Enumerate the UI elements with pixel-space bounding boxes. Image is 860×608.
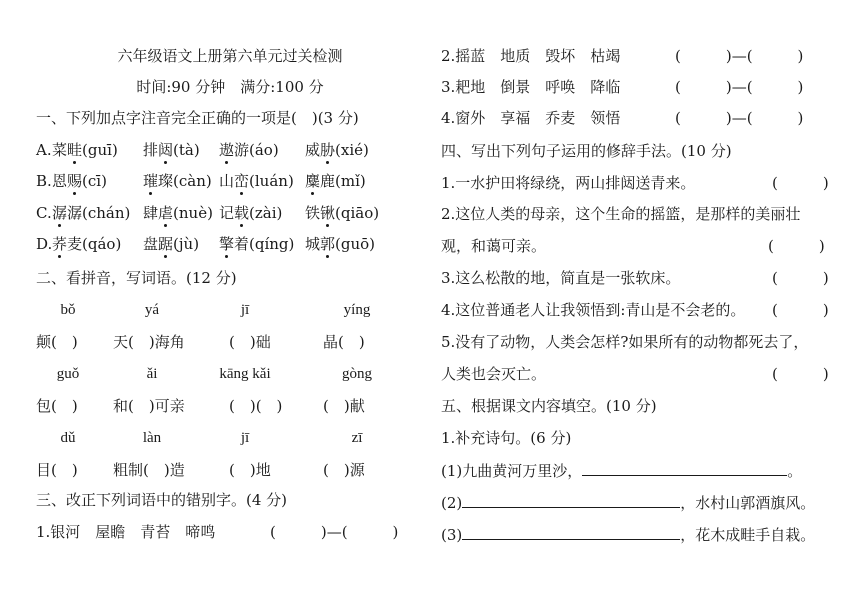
pinyin-label: yá bbox=[144, 302, 160, 318]
q5-heading: 五、根据课文内容填空。(10 分) bbox=[441, 397, 657, 415]
option-word: 肆虐(nuè) bbox=[143, 204, 213, 222]
q3-heading: 三、改正下列词语中的错别字。(4 分) bbox=[36, 491, 288, 509]
dotted-char: 擎 bbox=[219, 235, 235, 253]
poem-suffix: ，水村山郭酒旗风。 bbox=[680, 494, 816, 512]
correction-blank[interactable]: ( )—( ) bbox=[675, 109, 804, 127]
pinyin-label: dǔ bbox=[60, 430, 76, 446]
rhetoric-answer-blank[interactable]: ( ) bbox=[772, 269, 829, 287]
dotted-char: 载 bbox=[234, 204, 250, 222]
dotted-char: 闼 bbox=[158, 141, 174, 159]
option-label[interactable]: A. bbox=[36, 141, 52, 159]
q5-subheading: 1.补充诗句。(6 分) bbox=[441, 429, 572, 447]
poem-prefix: (3) bbox=[441, 526, 463, 544]
rhetoric-sentence: 5.没有了动物，人类会怎样?如果所有的动物都死去了， bbox=[441, 333, 809, 351]
dotted-char: 虐 bbox=[158, 204, 174, 222]
poem-blank[interactable] bbox=[462, 524, 680, 540]
dotted-char: 赐 bbox=[67, 172, 83, 190]
q1-heading: 一、下列加点字注音完全正确的一项是( )(3 分) bbox=[36, 109, 359, 127]
poem-suffix: 。 bbox=[787, 462, 803, 480]
rhetoric-answer-blank[interactable]: ( ) bbox=[772, 301, 829, 319]
option-word: 城郭(guō) bbox=[305, 235, 376, 253]
dotted-char: 胁 bbox=[320, 141, 336, 159]
rhetoric-answer-blank[interactable]: ( ) bbox=[772, 174, 829, 192]
option-label[interactable]: B. bbox=[36, 172, 52, 190]
option-word: 荞麦(qáo) bbox=[52, 235, 122, 253]
option-label[interactable]: C. bbox=[36, 204, 52, 222]
option-word: 威胁(xié) bbox=[305, 141, 369, 159]
typo-words: 3.耙地 倒景 呼唤 降临 bbox=[441, 78, 621, 96]
pinyin-answer-blank[interactable]: 目( ) bbox=[36, 461, 78, 479]
pinyin-answer-blank[interactable]: ( )( ) bbox=[229, 397, 283, 415]
option-word: 擎着(qíng) bbox=[219, 235, 295, 253]
dotted-char: 峦 bbox=[234, 172, 250, 190]
dotted-char: 荞 bbox=[52, 235, 68, 253]
poem-line bbox=[441, 460, 802, 481]
option-word: 恩赐(cī) bbox=[52, 172, 107, 190]
option-word: 记载(zài) bbox=[219, 204, 283, 222]
poem-prefix: (2) bbox=[441, 494, 463, 512]
q4-heading: 四、写出下列句子运用的修辞手法。(10 分) bbox=[441, 142, 732, 160]
pinyin-label: zī bbox=[351, 430, 363, 446]
typo-words: 4.窗外 享福 乔麦 领悟 bbox=[441, 109, 621, 127]
rhetoric-sentence: 人类也会灭亡。 bbox=[441, 365, 547, 383]
correction-blank[interactable]: ( )—( ) bbox=[675, 78, 804, 96]
dotted-char: 麋 bbox=[305, 172, 321, 190]
typo-words: 2.摇蓝 地质 毁坏 枯竭 bbox=[441, 47, 621, 65]
exam-meta: 时间:90 分钟 满分:100 分 bbox=[136, 78, 324, 96]
option-word: 璀璨(càn) bbox=[143, 172, 212, 190]
rhetoric-sentence: 4.这位普通老人让我领悟到:青山是不会老的。 bbox=[441, 301, 746, 319]
rhetoric-sentence: 观，和蔼可亲。 bbox=[441, 237, 547, 255]
pinyin-answer-blank[interactable]: 颠( ) bbox=[36, 333, 78, 351]
pinyin-label: bǒ bbox=[60, 302, 76, 318]
rhetoric-sentence: 2.这位人类的母亲，这个生命的摇篮，是那样的美丽壮 bbox=[441, 205, 801, 223]
pinyin-label: gòng bbox=[342, 366, 372, 382]
option-word: 铁锹(qiāo) bbox=[305, 204, 380, 222]
pinyin-answer-blank[interactable]: ( )地 bbox=[229, 461, 271, 479]
pinyin-label: yíng bbox=[343, 302, 371, 318]
dotted-char: 遨 bbox=[219, 141, 235, 159]
option-word: 潺潺(chán) bbox=[52, 204, 131, 222]
option-word: 盘踞(jù) bbox=[143, 235, 200, 253]
poem-blank[interactable] bbox=[462, 492, 680, 508]
dotted-char: 踞 bbox=[158, 235, 174, 253]
option-word: 菜畦(guī) bbox=[52, 141, 118, 159]
pinyin-answer-blank[interactable]: ( )础 bbox=[229, 333, 271, 351]
poem-line bbox=[441, 524, 815, 545]
pinyin-answer-blank[interactable]: 粗制( )造 bbox=[113, 461, 185, 479]
pinyin-label: guǒ bbox=[56, 366, 80, 382]
poem-blank[interactable] bbox=[582, 460, 787, 476]
option-word: 山峦(luán) bbox=[219, 172, 294, 190]
pinyin-answer-blank[interactable]: 包( ) bbox=[36, 397, 78, 415]
rhetoric-answer-blank[interactable]: ( ) bbox=[768, 237, 825, 255]
dotted-char: 郭 bbox=[320, 235, 336, 253]
dotted-char: 畦 bbox=[67, 141, 83, 159]
dotted-char: 潺 bbox=[52, 204, 68, 222]
dotted-char: 锹 bbox=[320, 204, 336, 222]
poem-line bbox=[441, 492, 815, 513]
pinyin-label: kāng kǎi bbox=[219, 366, 271, 382]
correction-blank[interactable]: ( )—( ) bbox=[675, 47, 804, 65]
page-title: 六年级语文上册第六单元过关检测 bbox=[117, 47, 343, 65]
rhetoric-sentence: 3.这么松散的地，简直是一张软床。 bbox=[441, 269, 681, 287]
pinyin-label: jī bbox=[240, 430, 250, 446]
dotted-char: 璀 bbox=[143, 172, 159, 190]
pinyin-label: làn bbox=[142, 430, 162, 446]
option-word: 排闼(tà) bbox=[143, 141, 200, 159]
pinyin-label: jī bbox=[240, 302, 250, 318]
option-word: 麋鹿(mǐ) bbox=[305, 172, 366, 190]
typo-words: 1.银河 屋瞻 青苔 啼鸣 bbox=[36, 523, 216, 541]
pinyin-answer-blank[interactable]: 天( )海角 bbox=[113, 333, 185, 351]
option-word: 遨游(áo) bbox=[219, 141, 279, 159]
poem-prefix: (1)九曲黄河万里沙， bbox=[441, 462, 583, 480]
correction-blank[interactable]: ( )—( ) bbox=[270, 523, 399, 541]
pinyin-answer-blank[interactable]: 晶( ) bbox=[323, 333, 365, 351]
pinyin-answer-blank[interactable]: 和( )可亲 bbox=[113, 397, 185, 415]
pinyin-answer-blank[interactable]: ( )源 bbox=[323, 461, 365, 479]
pinyin-answer-blank[interactable]: ( )献 bbox=[323, 397, 365, 415]
rhetoric-sentence: 1.一水护田将绿绕，两山排闼送青来。 bbox=[441, 174, 696, 192]
q2-heading: 二、看拼音，写词语。(12 分) bbox=[36, 269, 237, 287]
option-label[interactable]: D. bbox=[36, 235, 53, 253]
rhetoric-answer-blank[interactable]: ( ) bbox=[772, 365, 829, 383]
poem-suffix: ，花木成畦手自栽。 bbox=[680, 526, 816, 544]
pinyin-label: ǎi bbox=[146, 366, 158, 382]
